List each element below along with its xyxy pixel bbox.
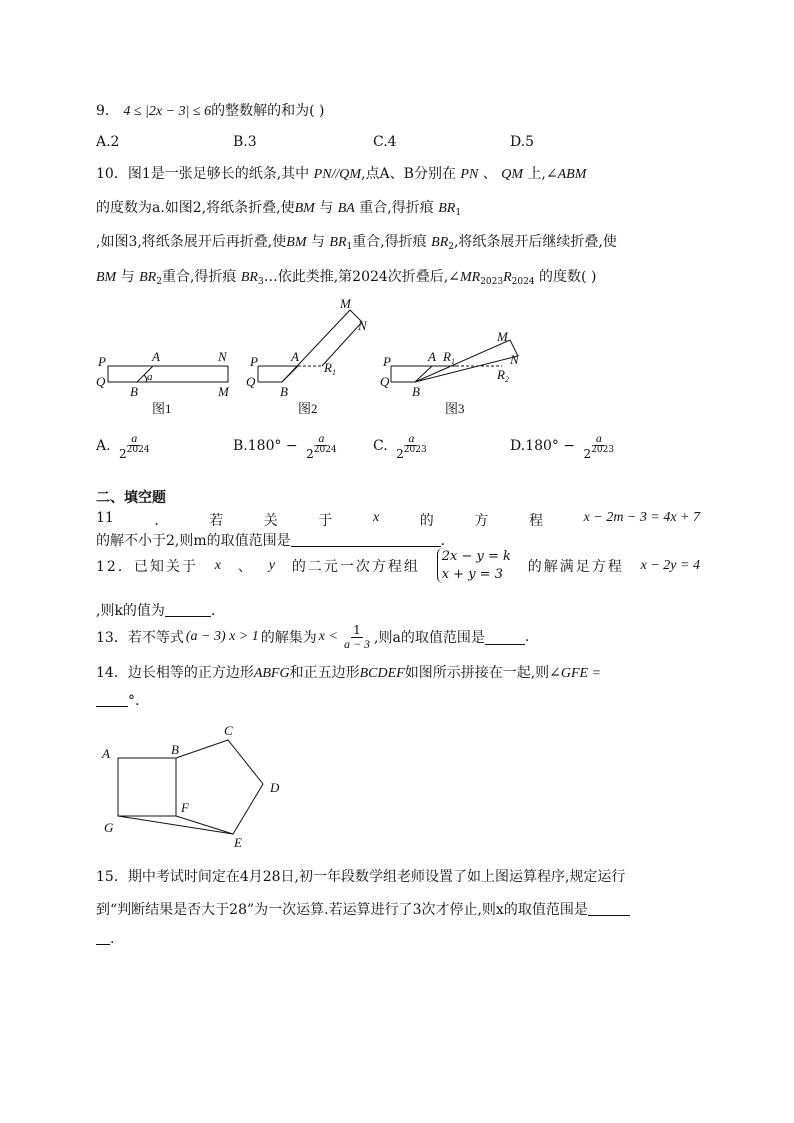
- q14-line1: 14．边长相等的正方边形ABFG和正五边形BCDEF如图所示拼接在一起,则∠GFE =: [96, 665, 602, 681]
- q10-math: PN: [460, 167, 479, 182]
- fraction: $\frac{a}{2^{2024}}$: [119, 431, 150, 461]
- q10-text: 的度数( ): [539, 269, 597, 285]
- q15-line3: .: [96, 930, 114, 947]
- q14-figure: [96, 722, 296, 850]
- q12-system: 2x − y = k x + y = 3: [437, 548, 511, 583]
- q10-text: 的度数为a.如图2,将纸条折叠,使: [96, 200, 295, 216]
- q10-line1: [96, 163, 586, 183]
- label-d: D: [270, 780, 280, 795]
- q10-math: BR: [240, 270, 258, 285]
- q12-line2: ,则k的值为 .: [96, 603, 216, 619]
- q10-math: MR: [459, 270, 481, 285]
- label-q: Q: [246, 374, 256, 389]
- label-a: A: [102, 746, 110, 761]
- q10-text: …依此类推,第2024次折叠后,∠: [263, 269, 460, 285]
- label-p: P: [383, 354, 391, 369]
- label-c: C: [224, 723, 233, 738]
- q10-text: 重合,得折痕: [161, 269, 237, 285]
- segment-ge: [118, 816, 233, 834]
- q10-sub: 1: [455, 208, 462, 218]
- q10-text: ,如图3,将纸条展开后再折叠,使: [96, 234, 287, 250]
- q14-line2: °.: [96, 692, 139, 709]
- q10-math: BA: [337, 201, 355, 216]
- q9-stem: [96, 100, 324, 120]
- q10-math: QM: [501, 167, 523, 182]
- label-p: P: [250, 354, 258, 369]
- q10-sub: 2: [448, 242, 454, 252]
- q10-figures: [90, 292, 530, 422]
- q15-line1: 15．期中考试时间定在4月28日,初一年段数学组老师设置了如上图运算程序,规定运行: [96, 869, 626, 885]
- q9-text: 的整数解的和为( ): [211, 103, 325, 119]
- q10-option-d[interactable]: D.180° − $\frac{a}{2^{2023}}$: [510, 431, 615, 461]
- label-p: P: [98, 354, 106, 369]
- fraction: $\frac{1}{a - 3}$: [343, 623, 371, 651]
- q10-math: BM: [286, 235, 307, 250]
- q13-inequality: (a − 3) x > 1: [185, 629, 259, 645]
- q10-line2: [96, 197, 461, 218]
- label-q: Q: [380, 374, 390, 389]
- fraction: $\frac{a}{2^{2024}}$: [306, 431, 337, 461]
- caption-fig3: 图3: [445, 401, 465, 416]
- q10-text: 与: [319, 200, 334, 216]
- q10-math: BR: [431, 235, 449, 250]
- q10-text: 与: [120, 269, 135, 285]
- q10-math: PN//QM: [313, 167, 362, 182]
- q9-inequality: 4 ≤ |2x − 3| ≤ 6: [123, 104, 212, 119]
- q15-answer-blank-cont[interactable]: [96, 930, 110, 945]
- q10-sub: 2: [156, 277, 162, 287]
- q10-math: BM: [96, 270, 117, 285]
- q10-math: ABM: [557, 167, 587, 182]
- q10-text: 上,∠: [527, 166, 558, 182]
- q10-sub: 1: [346, 242, 353, 252]
- q9-option-d[interactable]: D.5: [510, 134, 535, 150]
- square-abfg: [118, 758, 176, 816]
- q10-sub: 2024: [511, 277, 535, 287]
- q10-text: 重合,得折痕: [352, 234, 427, 250]
- q10-sub: 2023: [480, 277, 504, 287]
- label-b: B: [171, 742, 179, 757]
- label-b: B: [280, 384, 288, 399]
- label-a: A: [291, 349, 299, 364]
- q13-line: 13．若不等式 (a − 3) x > 1 的解集为 x < $\frac{1}{a - 3}$ ,则a的取值范围是 .: [96, 623, 530, 651]
- label-n: N: [218, 349, 227, 364]
- label-n: N: [510, 352, 519, 367]
- q15-line2: 到“判断结果是否大于28”为一次运算.若运算进行了3次才停止,则x的取值范围是: [96, 899, 630, 919]
- label-angle-a: a: [147, 371, 153, 383]
- q9-option-a[interactable]: A.2: [96, 134, 120, 150]
- q10-text: 与: [310, 234, 325, 250]
- q10-option-b[interactable]: B.180° − $\frac{a}{2^{2024}}$: [233, 431, 337, 461]
- label-r1: $R_1$: [324, 360, 336, 377]
- label-a: A: [152, 349, 160, 364]
- q10-math: R: [503, 270, 512, 285]
- q10-math: BR: [438, 201, 456, 216]
- label-m: M: [340, 296, 351, 311]
- fraction: $\frac{a}{2^{2023}}$: [396, 431, 427, 461]
- q10-math: BM: [294, 201, 315, 216]
- caption-fig2: 图2: [298, 401, 318, 416]
- q11-equation: x − 2m − 3 = 4x + 7: [583, 510, 700, 525]
- label-m: M: [497, 329, 508, 344]
- q12-line1: 12．已知关于 x 、 y 的二元一次方程组 2x − y = k x + y = 3 的解满足方程 x − 2y = 4: [96, 549, 700, 582]
- label-n: N: [358, 318, 367, 333]
- caption-fig1: 图1: [152, 401, 172, 416]
- q10-sub: 3: [257, 277, 264, 287]
- label-a: A: [428, 349, 436, 364]
- q10-text: ,点A、B分别在: [361, 166, 456, 182]
- fraction: $\frac{a}{2^{2023}}$: [583, 431, 615, 461]
- q15-answer-blank[interactable]: [588, 901, 630, 916]
- section-title: 二、填空题: [96, 490, 166, 506]
- q10-text: 重合,得折痕: [359, 200, 434, 216]
- label-b: B: [412, 384, 420, 399]
- label-r1: $R_1$: [443, 349, 455, 366]
- q12-equation: x − 2y = 4: [640, 557, 700, 573]
- q11-answer-blank[interactable]: [291, 532, 441, 547]
- q10-text: 图1是一张足够长的纸条,其中: [127, 166, 310, 182]
- q10-option-a[interactable]: A. $\frac{a}{2^{2024}}$: [96, 431, 150, 461]
- q10-number: 10．: [96, 166, 128, 182]
- q10-text: 、: [482, 166, 497, 182]
- label-r2: $R_2$: [497, 367, 509, 384]
- pentagon-bcdef: [176, 740, 263, 834]
- q14-answer-blank[interactable]: [96, 692, 128, 707]
- label-f: F: [181, 800, 189, 815]
- strip-fig1: [108, 366, 228, 382]
- q9-number: 9．: [96, 103, 119, 119]
- q10-option-c[interactable]: C. $\frac{a}{2^{2023}}$: [373, 431, 427, 461]
- q10-line4: [96, 266, 596, 287]
- q9-option-b[interactable]: B.3: [233, 134, 257, 150]
- label-e: E: [234, 835, 242, 850]
- q10-line3: [96, 231, 617, 252]
- q11-line2: 的解不小于2,则m的取值范围是 .: [96, 533, 446, 549]
- label-m: M: [218, 384, 229, 399]
- q10-math: BR: [329, 235, 347, 250]
- q10-text: ,将纸条展开后继续折叠,使: [453, 234, 617, 250]
- label-g: G: [104, 820, 114, 835]
- q10-math: BR: [139, 270, 157, 285]
- label-b: B: [130, 384, 138, 399]
- label-q: Q: [96, 374, 106, 389]
- q11-line1: 11 ． 若 关 于 x 的 方 程 x − 2m − 3 = 4x + 7: [96, 510, 700, 529]
- q13-answer-blank[interactable]: [485, 630, 525, 645]
- q12-answer-blank[interactable]: [165, 602, 211, 617]
- q9-option-c[interactable]: C.4: [373, 134, 397, 150]
